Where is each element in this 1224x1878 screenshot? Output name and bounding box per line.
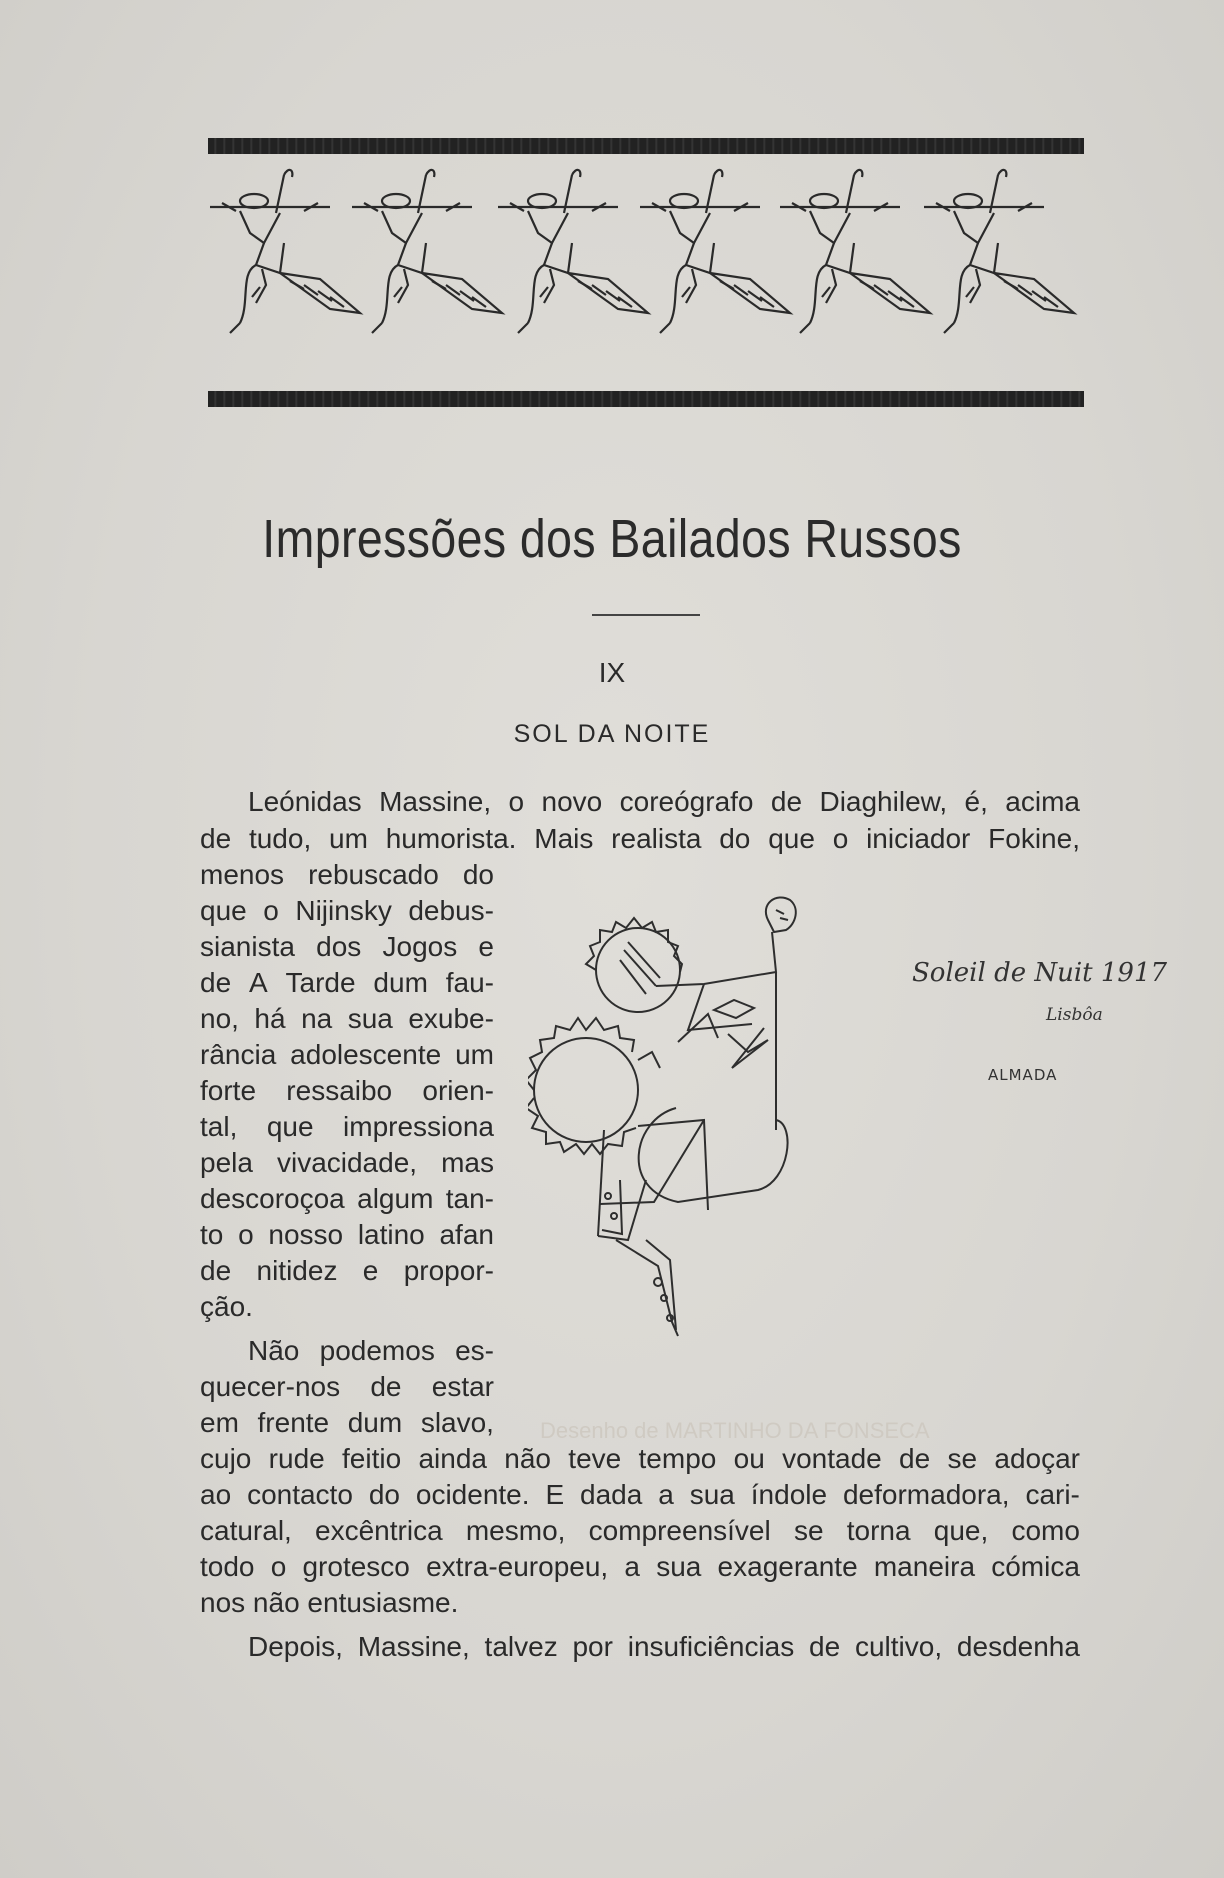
- text-line: [200, 1549, 1080, 1585]
- word: slavo,: [420, 1407, 494, 1438]
- word: ao: [200, 1479, 232, 1510]
- dancer-figure: [780, 170, 930, 333]
- word: vontade: [782, 1443, 882, 1474]
- text-line: ção.: [200, 1291, 253, 1322]
- word: que: [768, 823, 815, 854]
- word: orien-: [422, 1075, 494, 1106]
- text-line: [200, 1513, 1080, 1549]
- word: adolescente: [290, 1039, 442, 1070]
- dancer-head: [766, 897, 796, 932]
- word: a: [624, 1551, 640, 1582]
- caption-year-text: 1917: [1100, 958, 1168, 988]
- word: menos: [200, 859, 285, 890]
- illustration-caption-title: [912, 958, 1167, 988]
- word: sianista: [200, 931, 295, 962]
- faint-illustration-credit: Desenho de MARTINHO DA FONSECA: [540, 1418, 930, 1443]
- word: Massine,: [357, 1631, 470, 1662]
- word: frente: [257, 1407, 330, 1438]
- word: catural,: [200, 1515, 292, 1546]
- word: adoçar: [994, 1443, 1080, 1474]
- sun-disc-lower: [534, 1038, 638, 1142]
- word: excêntrica: [315, 1515, 443, 1546]
- word: o: [270, 1551, 287, 1582]
- word: Diaghilew,: [819, 786, 948, 817]
- word: não: [504, 1443, 551, 1474]
- text-line: [200, 1253, 494, 1289]
- word: dada: [580, 1479, 643, 1510]
- word: do: [462, 859, 494, 890]
- word: tudo,: [248, 823, 312, 854]
- word: do: [719, 823, 751, 854]
- word: exagerante: [717, 1551, 858, 1582]
- word: acima: [1005, 786, 1080, 817]
- word: Depois,: [248, 1631, 343, 1662]
- word: em: [200, 1407, 239, 1438]
- word: é,: [964, 786, 988, 817]
- word: afan: [439, 1219, 494, 1250]
- word: o: [238, 1219, 254, 1250]
- text-line: [200, 1477, 1080, 1513]
- word: es-: [455, 1335, 494, 1366]
- word: Leónidas: [248, 786, 362, 817]
- illustration-caption-place: Lisbôa: [1046, 1005, 1103, 1025]
- word: na: [301, 1003, 333, 1034]
- text-line: [200, 965, 494, 1001]
- word: o: [832, 823, 849, 854]
- word: de: [899, 1443, 931, 1474]
- text-line: nos não entusiasme.: [200, 1587, 459, 1618]
- word: Nijinsky: [295, 895, 392, 926]
- text-line: [200, 1145, 494, 1181]
- word: e: [362, 1255, 379, 1286]
- word: tan-: [445, 1183, 494, 1214]
- word: pela: [200, 1147, 253, 1178]
- word: rude: [268, 1443, 325, 1474]
- word: rebuscado: [308, 859, 439, 890]
- word: A: [249, 967, 268, 998]
- word: extra-europeu,: [426, 1551, 609, 1582]
- text-line: [200, 1441, 1080, 1477]
- word: deformadora,: [842, 1479, 1010, 1510]
- word: cómica: [991, 1551, 1080, 1582]
- word: quecer-nos: [200, 1371, 341, 1402]
- word: contacto: [247, 1479, 353, 1510]
- word: se: [793, 1515, 824, 1546]
- word: fau-: [445, 967, 494, 998]
- word: dum: [373, 967, 428, 998]
- word: Mais: [534, 823, 594, 854]
- word: sua: [656, 1551, 702, 1582]
- word: insuficiências: [627, 1631, 795, 1662]
- word: e: [478, 931, 494, 962]
- word: por: [572, 1631, 613, 1662]
- word: novo: [541, 786, 603, 817]
- dancer-figure: [498, 170, 648, 333]
- word: como: [1011, 1515, 1080, 1546]
- dancer-figure: [924, 170, 1074, 333]
- text-line: [200, 1073, 494, 1109]
- word: no,: [200, 1003, 239, 1034]
- word: debus-: [408, 895, 494, 926]
- caption-title-text: Soleil de Nuit: [912, 958, 1093, 988]
- word: a: [658, 1479, 674, 1510]
- word: exube-: [408, 1003, 494, 1034]
- word: que: [200, 895, 247, 926]
- word: nosso: [268, 1219, 344, 1250]
- text-line: [200, 1181, 494, 1217]
- text-line: [200, 1037, 494, 1073]
- word: de: [809, 1631, 841, 1662]
- word: latino: [357, 1219, 425, 1250]
- dancer-figure: [640, 170, 790, 333]
- word: tal,: [200, 1111, 238, 1142]
- word: o: [263, 895, 279, 926]
- word: Massine,: [379, 786, 492, 817]
- dancer-illustration: [528, 890, 848, 1410]
- word: Jogos: [382, 931, 458, 962]
- word: talvez: [484, 1631, 558, 1662]
- word: dum: [347, 1407, 403, 1438]
- word: Fokine,: [988, 823, 1080, 854]
- word: teve: [568, 1443, 622, 1474]
- word: algum: [357, 1183, 434, 1214]
- word: E: [545, 1479, 565, 1510]
- word: mas: [441, 1147, 494, 1178]
- word: cultivo,: [854, 1631, 943, 1662]
- word: de: [200, 823, 232, 854]
- word: que,: [933, 1515, 989, 1546]
- word: de: [200, 967, 232, 998]
- word: um: [329, 823, 368, 854]
- word: o: [508, 786, 525, 817]
- word: de: [200, 1255, 232, 1286]
- word: estar: [431, 1371, 494, 1402]
- text-line: [200, 821, 1080, 857]
- text-line: [200, 893, 494, 929]
- text-line: [200, 1405, 494, 1441]
- text-line: [200, 857, 494, 893]
- word: nitidez: [256, 1255, 338, 1286]
- word: iniciador: [866, 823, 971, 854]
- dancers-frieze: [200, 165, 1100, 375]
- word: do: [368, 1479, 400, 1510]
- word: rância: [200, 1039, 277, 1070]
- word: ocidente.: [415, 1479, 530, 1510]
- text-line: [200, 929, 494, 965]
- ornament-rule-bottom: [208, 391, 1084, 407]
- word: humorista.: [385, 823, 517, 854]
- word: propor-: [403, 1255, 494, 1286]
- word: todo: [200, 1551, 255, 1582]
- word: sua: [689, 1479, 735, 1510]
- word: vivacidade,: [276, 1147, 418, 1178]
- text-line: [200, 1369, 494, 1405]
- dancer-figure: [210, 170, 360, 333]
- word: sua: [347, 1003, 393, 1034]
- word: coreógrafo: [619, 786, 754, 817]
- text-line: [200, 1001, 494, 1037]
- word: se: [947, 1443, 978, 1474]
- ornament-rule-top: [208, 138, 1084, 154]
- word: feitio: [342, 1443, 402, 1474]
- word: Tarde: [285, 967, 356, 998]
- text-line: [248, 1333, 494, 1369]
- word: compreensível: [588, 1515, 771, 1546]
- word: cujo: [200, 1443, 252, 1474]
- word: mesmo,: [465, 1515, 566, 1546]
- word: um: [455, 1039, 494, 1070]
- text-line: [248, 1629, 1080, 1665]
- word: torna: [846, 1515, 911, 1546]
- title-divider: [592, 614, 700, 616]
- word: realista: [611, 823, 702, 854]
- word: há: [254, 1003, 286, 1034]
- word: podemos: [319, 1335, 435, 1366]
- word: de: [770, 786, 803, 817]
- word: maneira: [873, 1551, 976, 1582]
- chapter-number: IX: [598, 657, 626, 688]
- text-line: [200, 1109, 494, 1145]
- word: forte: [200, 1075, 257, 1106]
- word: que: [266, 1111, 314, 1142]
- text-line: [248, 784, 1080, 820]
- word: to: [200, 1219, 224, 1250]
- artist-signature: ALMADA: [988, 1066, 1058, 1084]
- word: tempo: [638, 1443, 717, 1474]
- word: cari-: [1025, 1479, 1080, 1510]
- word: ainda: [418, 1443, 487, 1474]
- chapter-title: SOL DA NOITE: [513, 720, 711, 748]
- word: ou: [733, 1443, 765, 1474]
- word: de: [370, 1371, 402, 1402]
- word: Não: [248, 1335, 300, 1366]
- word: desdenha: [956, 1631, 1080, 1662]
- word: grotesco: [302, 1551, 410, 1582]
- word: ressaibo: [286, 1075, 393, 1106]
- text-line: [200, 1217, 494, 1253]
- word: dos: [316, 931, 362, 962]
- word: descoroçoa: [200, 1183, 345, 1214]
- word: índole: [750, 1479, 828, 1510]
- article-title: Impressões dos Bailados Russos: [262, 509, 962, 569]
- word: impressiona: [343, 1111, 494, 1142]
- dancer-figure: [352, 170, 502, 333]
